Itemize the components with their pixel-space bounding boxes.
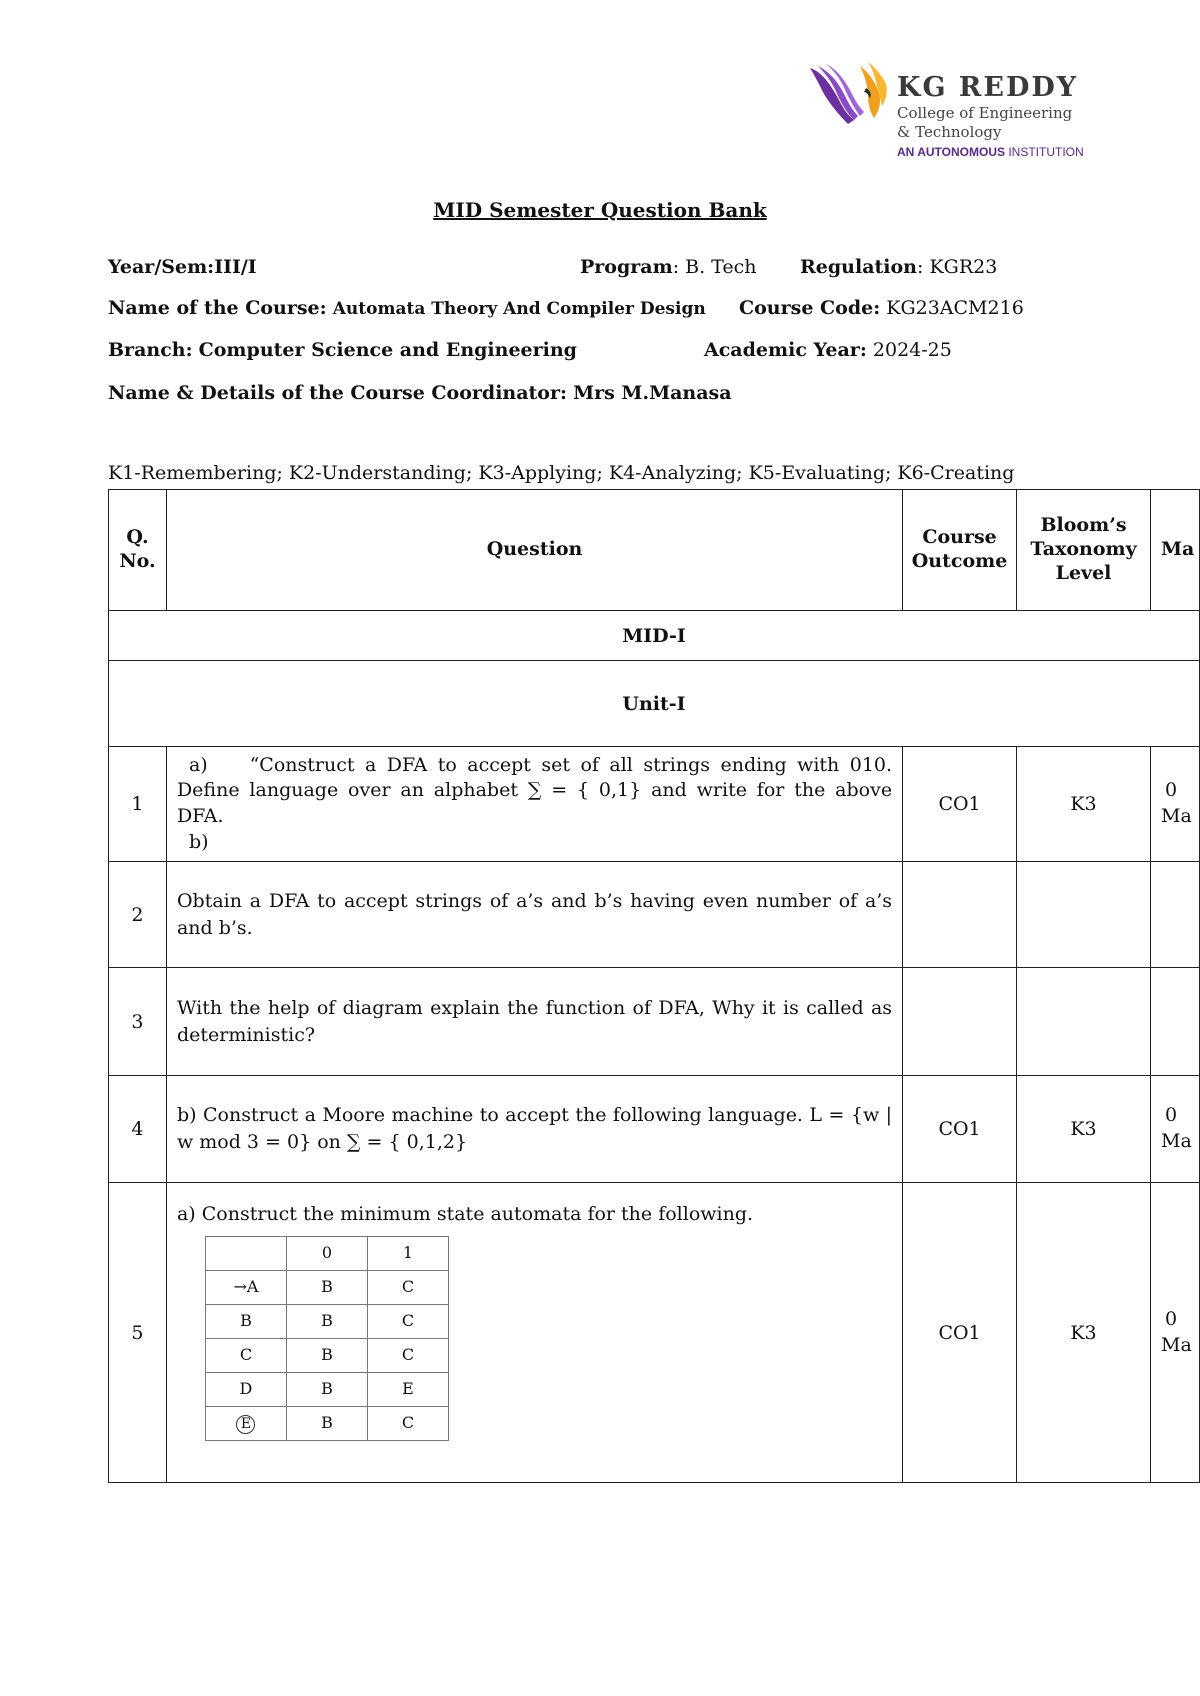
header-qno-line-1: Q. bbox=[126, 526, 149, 549]
transition-state-cell: B bbox=[205, 1304, 286, 1338]
program-value: : B. Tech bbox=[672, 256, 757, 278]
transition-state-cell: C bbox=[205, 1338, 286, 1372]
marks-line-1: 0 bbox=[1164, 1104, 1178, 1127]
transition-table bbox=[205, 1236, 449, 1441]
course-value: Automata Theory And Compiler Design bbox=[332, 299, 706, 319]
question-part-b-label: b) bbox=[188, 830, 209, 853]
question-number: 5 bbox=[109, 1183, 167, 1483]
transition-row bbox=[205, 1304, 448, 1338]
marks bbox=[1150, 1183, 1199, 1483]
unit-row bbox=[109, 661, 1200, 747]
branch-label: Branch: bbox=[108, 339, 193, 361]
transition-state-cell-final bbox=[205, 1406, 286, 1440]
table-row bbox=[109, 862, 1200, 968]
code-value: KG23ACM216 bbox=[886, 297, 1024, 319]
header-course-outcome bbox=[903, 490, 1017, 611]
bloom-level: K3 bbox=[1017, 1076, 1151, 1183]
header-question: Question bbox=[166, 490, 902, 611]
branch-value: Computer Science and Engineering bbox=[198, 339, 577, 361]
question-text: b) Construct a Moore machine to accept the following language. L = {w | w mod 3 = 0} on ∑ = { 0,1,2} bbox=[166, 1076, 902, 1183]
transition-cell: E bbox=[367, 1372, 448, 1406]
logo-tagline bbox=[897, 145, 1084, 159]
header-co-line-2: Outcome bbox=[911, 550, 1008, 572]
code-label: Course Code: bbox=[739, 297, 881, 319]
bloom-level bbox=[1017, 862, 1151, 968]
course-outcome: CO1 bbox=[903, 1183, 1017, 1483]
logo-line-3: & Technology bbox=[897, 123, 1002, 141]
logo-name: KG REDDY bbox=[897, 72, 1079, 103]
transition-row bbox=[205, 1270, 448, 1304]
transition-state-cell: D bbox=[205, 1372, 286, 1406]
marks bbox=[1150, 1076, 1199, 1183]
academic-year-value: 2024-25 bbox=[872, 339, 952, 361]
header-bt-line-1: Bloom’s bbox=[1040, 514, 1127, 537]
program-label: Program bbox=[580, 256, 673, 278]
transition-cell: B bbox=[286, 1372, 367, 1406]
regulation-label: Regulation bbox=[800, 256, 917, 278]
course-outcome: CO1 bbox=[903, 1076, 1017, 1183]
question-number: 3 bbox=[109, 968, 167, 1076]
header-bt-line-2: Taxonomy bbox=[1030, 538, 1137, 561]
marks bbox=[1150, 968, 1199, 1076]
logo-tag-bold: AN AUTONOMOUS bbox=[897, 145, 1005, 159]
logo-tag-rest: INSTITUTION bbox=[1005, 145, 1084, 159]
marks-line-1: 0 bbox=[1164, 1307, 1178, 1330]
bloom-level: K3 bbox=[1017, 1183, 1151, 1483]
transition-header-cell bbox=[205, 1236, 286, 1270]
marks bbox=[1150, 747, 1199, 862]
question-number: 1 bbox=[109, 747, 167, 862]
course-outcome bbox=[903, 968, 1017, 1076]
course-code bbox=[739, 297, 1024, 319]
transition-cell: C bbox=[367, 1406, 448, 1440]
academic-year-label: Academic Year: bbox=[704, 339, 867, 361]
transition-cell: C bbox=[367, 1338, 448, 1372]
transition-cell: B bbox=[286, 1304, 367, 1338]
transition-cell: B bbox=[286, 1338, 367, 1372]
page-title: MID Semester Question Bank bbox=[433, 198, 767, 222]
academic-year bbox=[704, 339, 952, 361]
transition-cell: B bbox=[286, 1270, 367, 1304]
year-value: III/I bbox=[214, 256, 257, 278]
course-coordinator bbox=[108, 382, 732, 404]
coordinator-value: Mrs M.Manasa bbox=[573, 382, 732, 404]
course-outcome: CO1 bbox=[903, 747, 1017, 862]
final-state-circle-icon: E bbox=[236, 1415, 255, 1434]
section-title: MID-I bbox=[109, 611, 1200, 661]
course-label: Name of the Course: bbox=[108, 297, 327, 319]
question-table bbox=[108, 489, 1200, 1483]
regulation bbox=[800, 256, 997, 278]
question-part-a-text: “Construct a DFA to accept set of all strings ending with 010. Define language over an alphabet ∑ = { 0,1} and write for the above DFA. bbox=[176, 753, 893, 827]
header-co-line-1: Course bbox=[922, 526, 997, 549]
transition-row bbox=[205, 1338, 448, 1372]
question-text bbox=[166, 747, 902, 862]
marks bbox=[1150, 862, 1199, 968]
question-number: 4 bbox=[109, 1076, 167, 1183]
marks-line-1: 0 bbox=[1164, 779, 1178, 802]
transition-header-cell: 0 bbox=[286, 1236, 367, 1270]
year-label: Year/Sem: bbox=[108, 256, 215, 278]
marks-line-2: Ma bbox=[1160, 1333, 1192, 1356]
question-part-a-label: a) bbox=[188, 753, 208, 776]
question-5-text: a) Construct the minimum state automata for the following. bbox=[176, 1203, 754, 1225]
bloom-level bbox=[1017, 968, 1151, 1076]
transition-row bbox=[205, 1372, 448, 1406]
branch bbox=[108, 339, 577, 361]
table-row bbox=[109, 1183, 1200, 1483]
course-outcome bbox=[903, 862, 1017, 968]
question-text bbox=[166, 1183, 902, 1483]
table-header-row bbox=[109, 490, 1200, 611]
header-qno bbox=[109, 490, 167, 611]
transition-header-cell: 1 bbox=[367, 1236, 448, 1270]
marks-line-2: Ma bbox=[1160, 1130, 1192, 1152]
question-number: 2 bbox=[109, 862, 167, 968]
transition-cell: C bbox=[367, 1304, 448, 1338]
table-row bbox=[109, 1076, 1200, 1183]
regulation-value: : KGR23 bbox=[917, 256, 998, 278]
logo-line-2: College of Engineering bbox=[897, 104, 1073, 122]
unit-title: Unit-I bbox=[109, 661, 1200, 747]
transition-cell: B bbox=[286, 1406, 367, 1440]
header-qno-line-2: No. bbox=[119, 550, 156, 572]
transition-header-row bbox=[205, 1236, 448, 1270]
table-row bbox=[109, 968, 1200, 1076]
question-text: With the help of diagram explain the function of DFA, Why it is called as deterministic? bbox=[166, 968, 902, 1076]
eagle-logo-icon bbox=[808, 62, 890, 128]
header-marks: Ma bbox=[1150, 490, 1199, 611]
bloom-level: K3 bbox=[1017, 747, 1151, 862]
section-row bbox=[109, 611, 1200, 661]
program bbox=[580, 256, 757, 278]
transition-state-cell: →A bbox=[205, 1270, 286, 1304]
question-text: Obtain a DFA to accept strings of a’s and b’s having even number of a’s and b’s. bbox=[166, 862, 902, 968]
coordinator-label: Name & Details of the Course Coordinator: bbox=[108, 382, 568, 404]
year-sem bbox=[108, 256, 257, 278]
header-bloom-level bbox=[1017, 490, 1151, 611]
bloom-legend: K1-Remembering; K2-Understanding; K3-Applying; K4-Analyzing; K5-Evaluating; K6-Creating bbox=[108, 462, 1015, 484]
course-name bbox=[108, 297, 706, 319]
header-bt-line-3: Level bbox=[1055, 561, 1112, 584]
transition-row bbox=[205, 1406, 448, 1440]
table-row bbox=[109, 747, 1200, 862]
marks-line-2: Ma bbox=[1160, 805, 1192, 827]
college-logo bbox=[808, 62, 1108, 166]
transition-cell: C bbox=[367, 1270, 448, 1304]
